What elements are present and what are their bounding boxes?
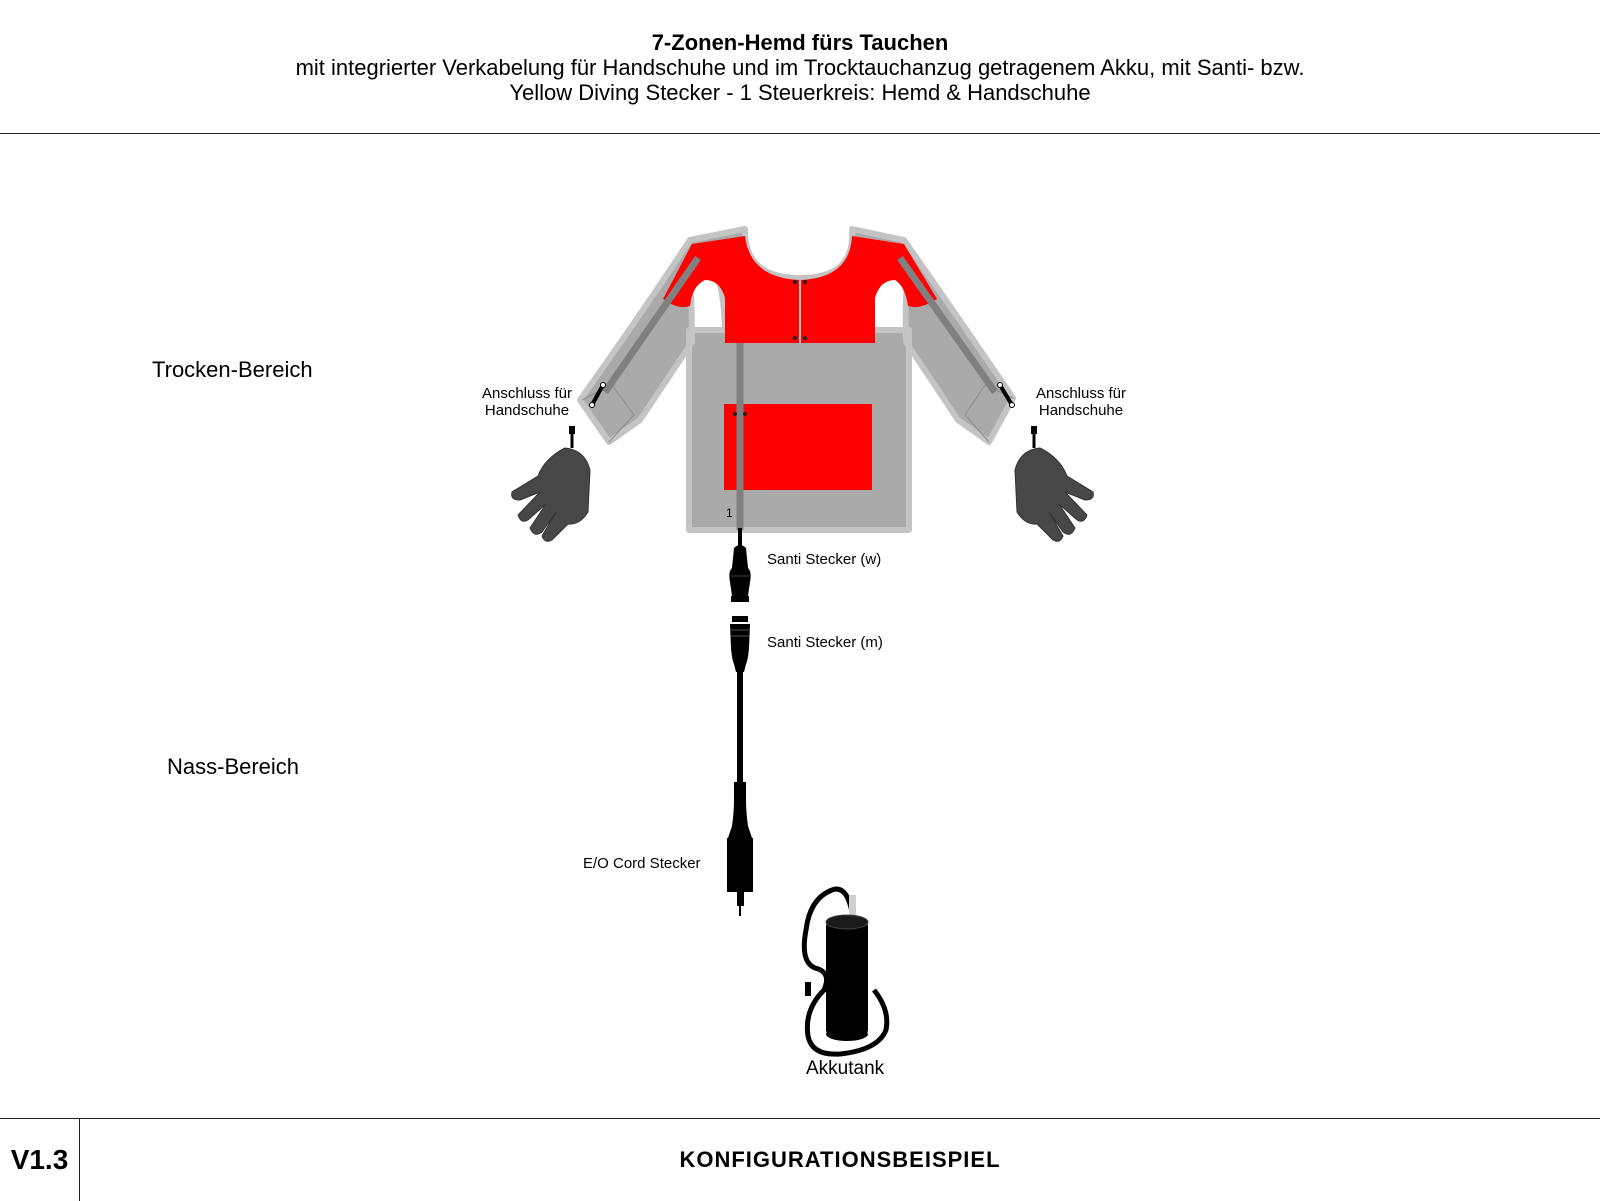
santi-connector-male xyxy=(730,616,750,672)
battery-tank-icon xyxy=(804,889,887,1054)
glove-connector-left-label xyxy=(472,385,582,419)
santi-female-label: Santi Stecker (w) xyxy=(767,551,882,568)
shirt xyxy=(580,229,1013,530)
glove-connector-right-line-1: Anschluss für xyxy=(1035,385,1127,402)
main-cable xyxy=(727,528,753,916)
glove-connector-left-line-2: Handschuhe xyxy=(484,402,570,419)
footer-title: KONFIGURATIONSBEISPIEL xyxy=(679,1147,1001,1172)
santi-connector-female xyxy=(729,545,750,602)
santi-male-label: Santi Stecker (m) xyxy=(767,634,883,651)
diagram-subtitle-line-1: mit integrierter Verkabelung für Handschuhe und im Trocktauchanzug getragenem Akku, mit Santi- bzw. xyxy=(295,55,1305,80)
eo-cord-label: E/O Cord Stecker xyxy=(583,855,701,872)
wet-zone-label: Nass-Bereich xyxy=(167,754,300,779)
battery-label: Akkutank xyxy=(806,1058,885,1079)
dry-zone-label: Trocken-Bereich xyxy=(152,357,313,382)
glove-connector-right-line-2: Handschuhe xyxy=(1038,402,1124,419)
eo-cord-connector xyxy=(727,782,753,916)
heating-zone-back xyxy=(724,404,872,490)
glove-connector-right-label xyxy=(1026,385,1136,419)
glove-right xyxy=(1015,426,1093,541)
diagram-title: 7-Zonen-Hemd fürs Tauchen xyxy=(651,30,949,55)
diagram-subtitle-line-2: Yellow Diving Stecker - 1 Steuerkreis: Hemd & Handschuhe xyxy=(509,80,1091,105)
version-badge: V1.3 xyxy=(0,1119,80,1201)
footer xyxy=(0,1118,1600,1200)
circuit-number: 1 xyxy=(726,506,733,520)
glove-left xyxy=(512,426,590,541)
glove-connector-left-line-1: Anschluss für xyxy=(481,385,573,402)
